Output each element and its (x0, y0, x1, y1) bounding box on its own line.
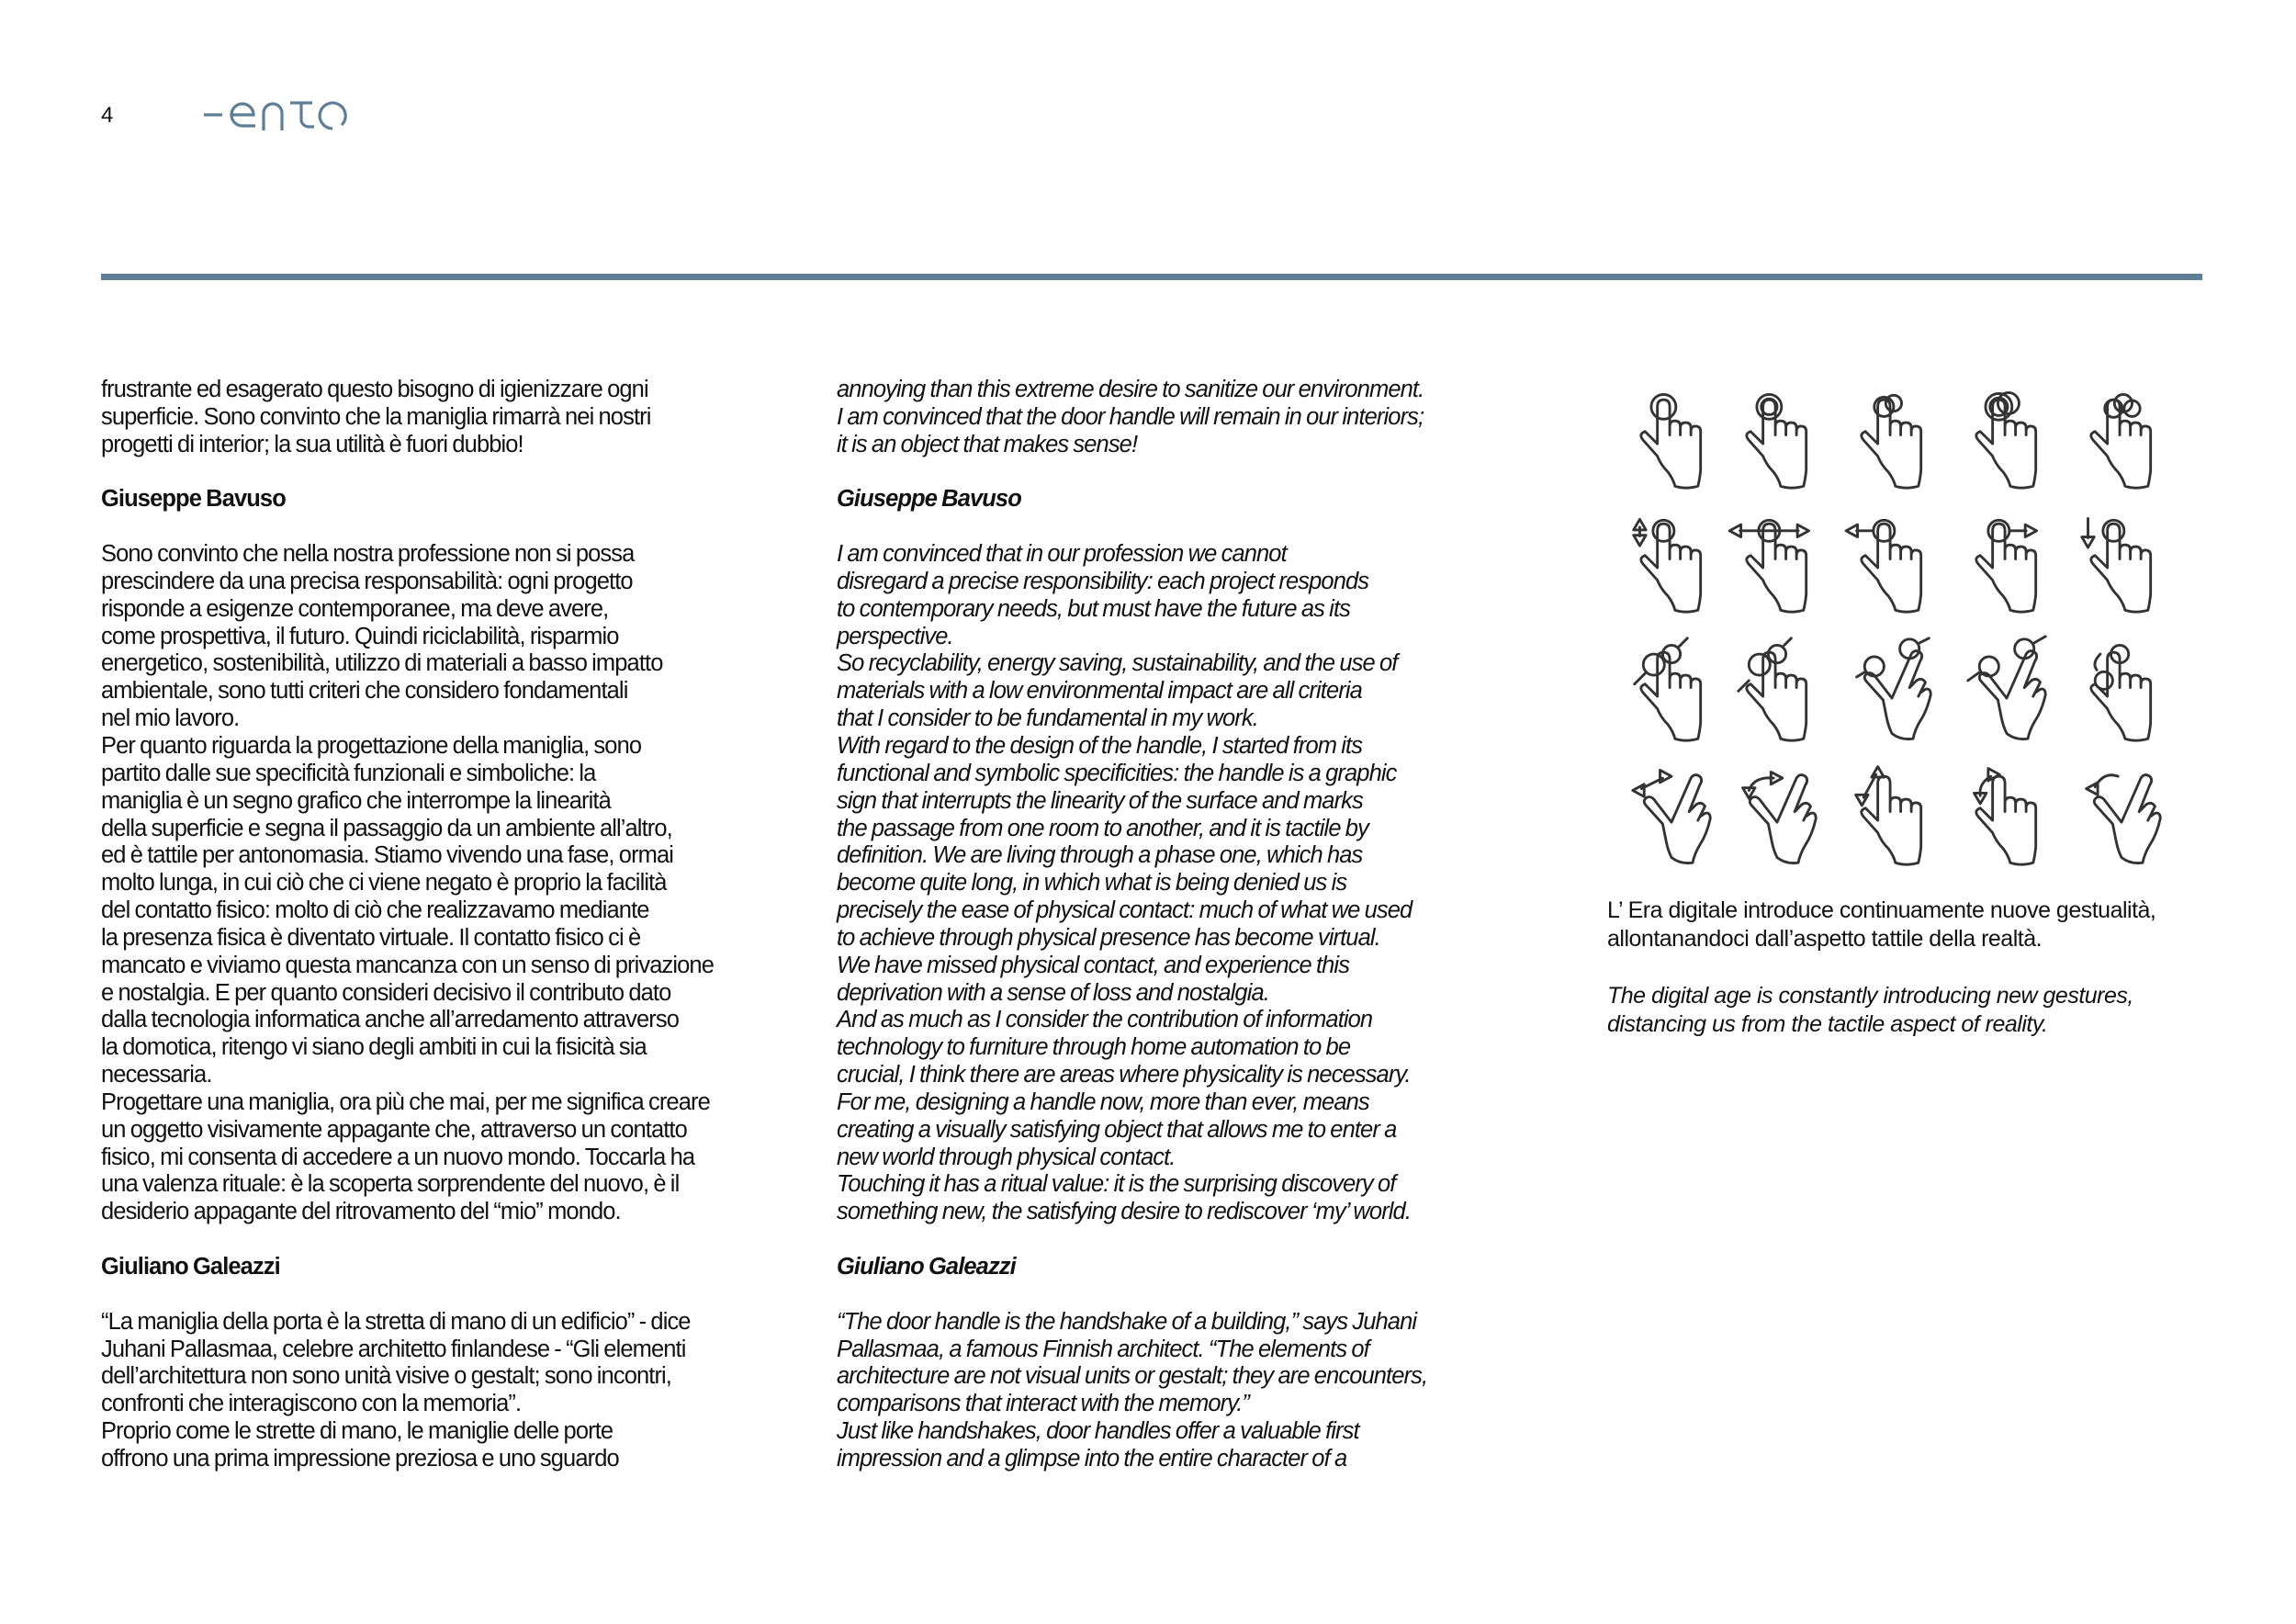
text-line: “La maniglia della porta è la stretta di mano di un edificio” - dice (101, 1308, 691, 1335)
text-line: della superficie e segna il passaggio da un ambiente all’altro, (101, 815, 672, 841)
text-line: Touching it has a ritual value: it is the surprising discovery of (837, 1171, 1396, 1198)
text-line: e nostalgia. E per quanto consideri decisivo il contributo dato (101, 979, 671, 1006)
spacer (837, 459, 1553, 487)
swipe-down-icon (2071, 505, 2172, 615)
text-line: deprivation with a sense of loss and nostalgia. (837, 979, 1269, 1006)
text-line: I am convinced that the door handle will remain in our interiors; (837, 403, 1424, 430)
pinch-icon (1727, 634, 1828, 744)
text-line: molto lunga, in cui ciò che ci viene negato è proprio la facilità (101, 870, 667, 897)
swipe-right-icon (1956, 505, 2057, 615)
italian-column (101, 377, 808, 1473)
text-line: dell’architettura non sono unità visive o gestalt; sono incontri, (101, 1363, 671, 1390)
spacer (837, 1226, 1553, 1254)
text-line: ed è tattile per antonomasia. Stiamo vivendo una fase, ormai (101, 842, 674, 869)
text-line: una valenza rituale: è la scoperta sorprendente del nuovo, è il (101, 1171, 680, 1198)
v-spread-icon (1621, 758, 1722, 868)
text-line: dalla tecnologia informatica anche all’arredamento attraverso (101, 1007, 679, 1033)
text-line: Per quanto riguarda la progettazione della maniglia, sono (101, 732, 642, 759)
author-heading: Giuliano Galeazzi (101, 1254, 280, 1280)
text-line: it is an object that makes sense! (837, 431, 1138, 457)
figure-caption (1607, 897, 2232, 1039)
text-line: impression and a glimpse into the entire character of a (837, 1445, 1347, 1472)
swipe-horizontal-icon (1727, 505, 1828, 615)
text-line: ambientale, sono tutti criteri che considero fondamentali (101, 678, 628, 705)
rotate-arc-icon (1956, 758, 2057, 868)
text-line: something new, the satisfying desire to rediscover ‘my’ world. (837, 1199, 1412, 1225)
gesture-icon-grid (1612, 377, 2181, 873)
text-line: progetti di interior; la sua utilità è fuori dubbio! (101, 431, 523, 457)
text-line: prescindere da una precisa responsabilità: ogni progetto (101, 568, 633, 594)
double-tap-icon (1727, 381, 1828, 491)
swipe-left-icon (1841, 505, 1942, 615)
text-line: We have missed physical contact, and experience this (837, 952, 1350, 978)
text-line: Juhani Pallasmaa, celebre architetto finlandese - “Gli elementi (101, 1336, 686, 1362)
spacer (101, 459, 808, 487)
text-line: superficie. Sono convinto che la maniglia rimarrà nei nostri (101, 403, 651, 430)
header-divider (101, 274, 2202, 280)
text-line: And as much as I consider the contribution of information (837, 1007, 1373, 1033)
spacer (837, 1281, 1553, 1309)
spacer (837, 513, 1553, 541)
caption-english-line-2: distancing us from the tactile aspect of reality. (1607, 1011, 2048, 1037)
rotate-counterclockwise-icon (2071, 758, 2172, 868)
two-finger-double-tap-icon (1956, 381, 2057, 491)
text-line: For me, designing a handle now, more than ever, means (837, 1088, 1369, 1115)
text-line: annoying than this extreme desire to sanitize our environment. (837, 377, 1424, 402)
spacer (101, 1226, 808, 1254)
english-column (837, 377, 1553, 1473)
three-finger-tap-icon (2071, 381, 2172, 491)
text-line: to contemporary needs, but must have the future as its (837, 595, 1350, 622)
text-line: to achieve through physical presence has become virtual. (837, 924, 1380, 951)
spacer (101, 1281, 808, 1309)
text-line: la presenza fisica è diventato virtuale. Il contatto fisico ci è (101, 924, 641, 951)
text-line: that I consider to be fundamental in my work. (837, 705, 1258, 732)
text-line: risponde a esigenze contemporanee, ma deve avere, (101, 595, 609, 622)
text-line: I am convinced that in our profession we cannot (837, 541, 1287, 568)
rotate-two-finger-icon (2071, 634, 2172, 744)
text-line: “The door handle is the handshake of a building,” says Juhani (837, 1308, 1417, 1335)
text-line: architecture are not visual units or gestalt; they are encounters, (837, 1363, 1428, 1390)
caption-english-line-1: The digital age is constantly introducing new gestures, (1607, 983, 2133, 1009)
text-line: creating a visually satisfying object that allows me to enter a (837, 1116, 1397, 1143)
text-line: disregard a precise responsibility: each project responds (837, 568, 1369, 594)
page-number: 4 (101, 103, 114, 128)
author-heading: Giuseppe Bavuso (837, 486, 1021, 513)
text-line: desiderio appagante del ritrovamento del “mio” mondo. (101, 1199, 621, 1225)
author-heading: Giuseppe Bavuso (101, 486, 286, 513)
author-heading: Giuliano Galeazzi (837, 1254, 1016, 1280)
text-line: la domotica, ritengo vi siano degli ambiti in cui la fisicità sia (101, 1034, 647, 1061)
text-line: Proprio come le strette di mano, le maniglie delle porte (101, 1418, 613, 1445)
swipe-vertical-icon (1621, 505, 1722, 615)
drag-diagonal-icon (1841, 758, 1942, 868)
caption-italian-line-1: L’ Era digitale introduce continuamente nuove gestualità, (1607, 897, 2156, 923)
text-line: frustrante ed esagerato questo bisogno di igienizzare ogni (101, 377, 648, 402)
text-line: mancato e viviamo questa mancanza con un senso di privazione (101, 952, 715, 978)
text-line: comparisons that interact with the memory.” (837, 1391, 1250, 1417)
text-line: del contatto fisico: molto di ciò che realizzavamo mediante (101, 897, 649, 924)
text-line: fisico, mi consenta di accedere a un nuovo mondo. Toccarla ha (101, 1144, 695, 1170)
tap-icon (1621, 381, 1722, 491)
text-line: definition. We are living through a phase one, which has (837, 842, 1363, 869)
spread-icon (1621, 634, 1722, 744)
text-line: With regard to the design of the handle, I started from its (837, 732, 1363, 759)
text-line: functional and symbolic specificities: the handle is a graphic (837, 760, 1397, 786)
two-finger-pinch-icon (1956, 634, 2057, 744)
text-line: new world through physical contact. (837, 1144, 1176, 1170)
text-line: Pallasmaa, a famous Finnish architect. “The elements of (837, 1336, 1369, 1362)
text-line: maniglia è un segno grafico che interrompe la linearità (101, 787, 611, 814)
text-line: the passage from one room to another, and it is tactile by (837, 815, 1368, 841)
caption-italian-line-2: allontanandoci dall’aspetto tattile della realtà. (1607, 926, 2043, 952)
text-line: crucial, I think there are areas where physicality is necessary. (837, 1062, 1411, 1088)
text-line: nel mio lavoro. (101, 705, 240, 732)
text-line: materials with a low environmental impact are all criteria (837, 678, 1362, 705)
text-line: confronti che interagiscono con la memoria”. (101, 1391, 522, 1417)
text-line: partito dalle sue specificità funzionali e simboliche: la (101, 760, 596, 786)
text-line: energetico, sostenibilità, utilizzo di materiali a basso impatto (101, 650, 663, 677)
text-line: offrono una prima impressione preziosa e uno sguardo (101, 1445, 619, 1472)
text-line: So recyclability, energy saving, sustainability, and the use of (837, 650, 1398, 677)
text-line: technology to furniture through home automation to be (837, 1034, 1351, 1061)
two-finger-tap-icon (1841, 381, 1942, 491)
text-line: un oggetto visivamente appagante che, attraverso un contatto (101, 1116, 687, 1143)
text-line: Sono convinto che nella nostra professione non si possa (101, 541, 635, 568)
text-line: become quite long, in which what is being denied us is (837, 870, 1347, 897)
two-finger-spread-icon (1841, 634, 1942, 744)
text-line: Just like handshakes, door handles offer a valuable first (837, 1418, 1359, 1445)
text-line: perspective. (837, 623, 953, 649)
text-line: necessaria. (101, 1062, 212, 1088)
v-rotate-icon (1727, 758, 1828, 868)
text-line: come prospettiva, il futuro. Quindi riciclabilità, risparmio (101, 623, 619, 649)
text-line: Progettare una maniglia, ora più che mai, per me significa creare (101, 1088, 710, 1115)
text-line: precisely the ease of physical contact: much of what we used (837, 897, 1412, 924)
ento-logo (202, 97, 349, 132)
spacer (101, 513, 808, 541)
text-line: sign that interrupts the linearity of the surface and marks (837, 787, 1363, 814)
